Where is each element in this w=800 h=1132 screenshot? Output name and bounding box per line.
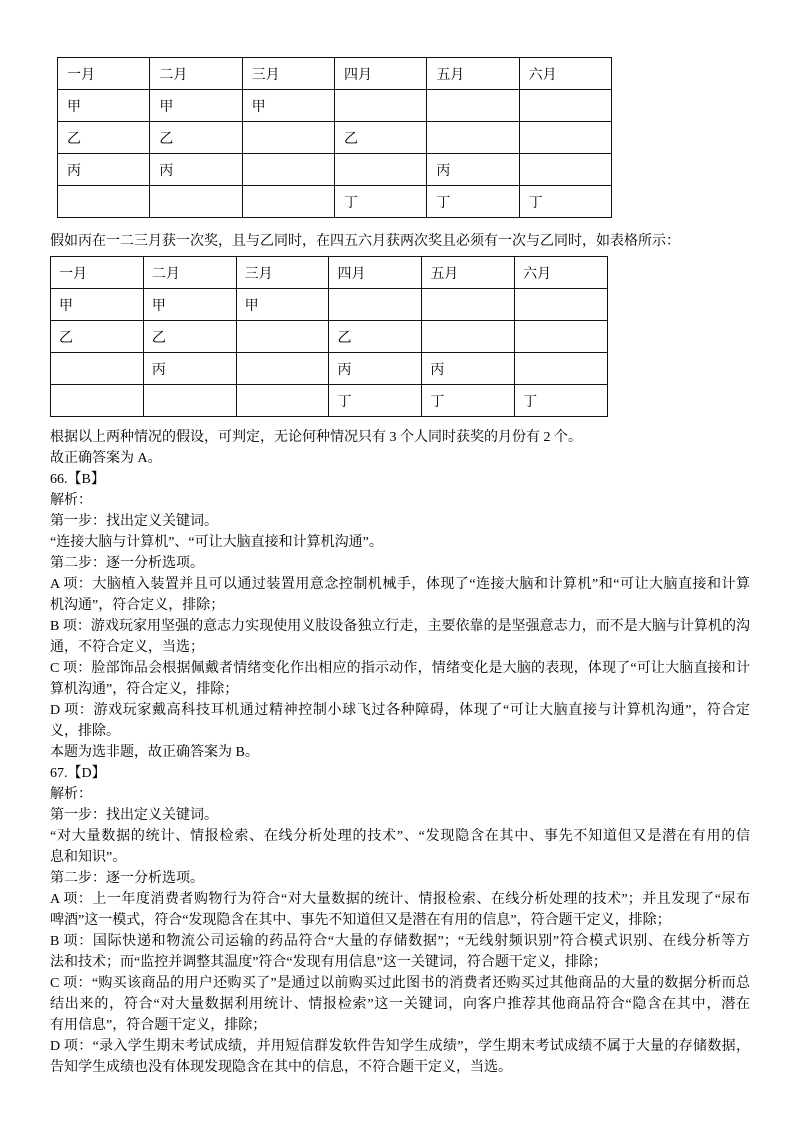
option-b-line: 通，不符合定义，当选； [50,640,204,655]
table-cell [236,321,329,353]
table-cell [519,122,611,154]
table-cell: 甲 [58,90,150,122]
table-cell: 丙 [143,353,236,385]
table-cell [422,289,515,321]
option-a-line: A 项：上一年度消费者购物行为符合“对大量数据的统计、情报检索、在线分析处理的技术”；并且发现了“尿布 [50,892,750,907]
table-cell [427,90,519,122]
header-cell-jun: 六月 [515,257,608,289]
table-header-row [58,58,612,90]
header-cell-mar: 三月 [242,58,334,90]
table-cell [242,154,334,186]
option-d-line: D 项：游戏玩家戴高科技耳机通过精神控制小球飞过各种障碍，体现了“可让大脑直接与计算机沟通”，符合定 [50,703,750,718]
header-cell-jan: 一月 [51,257,144,289]
table-cell: 丁 [515,385,608,417]
header-cell-apr: 四月 [329,257,422,289]
option-b-line: B 项：游戏玩家用坚强的意志力实现使用义肢设备独立行走，主要依靠的是坚强意志力，而不是大脑与计算机的沟 [50,619,750,634]
table-cell [51,385,144,417]
option-d-line: D 项：“录入学生期末考试成绩，并用短信群发软件告知学生成绩”，学生期末考试成绩不属于大量的存储数据， [50,1039,750,1054]
table-cell [334,154,426,186]
table-header-row [51,257,608,289]
keywords-line: “连接大脑与计算机”、“可让大脑直接和计算机沟通”。 [50,535,383,550]
header-cell-mar: 三月 [236,257,329,289]
option-d-line: 义，排除。 [50,724,120,739]
table-cell [51,353,144,385]
table-row [51,385,608,417]
header-cell-may: 五月 [427,58,519,90]
table-cell: 乙 [143,321,236,353]
table-cell: 甲 [242,90,334,122]
table-cell [519,90,611,122]
option-b-line: B 项：国际快递和物流公司运输的药品符合“大量的存储数据”；“无线射频识别”符合模式识别、在线分析等方 [50,934,750,949]
table-cell: 丁 [519,186,611,218]
question-heading: 66.【B】 [50,472,105,487]
table-cell [515,289,608,321]
option-d-line: 告知学生成绩也没有体现发现隐含在其中的信息，不符合题干定义，当选。 [50,1060,512,1075]
step-one-line: 第一步：找出定义关键词。 [50,808,218,823]
table-cell [58,186,150,218]
table-cell: 丁 [422,385,515,417]
option-b-line: 法和技术；而“监控并调整其温度”符合“发现有用信息”这一关键词，符合题干定义，排除； [50,955,607,970]
option-c-line: C 项：“购买该商品的用户还购买了”是通过以前购买过此图书的消费者还购买过其他商品的大量的数据分析而总 [50,976,750,991]
table-cell: 乙 [58,122,150,154]
solution-text [50,427,750,1078]
question-heading: 67.【D】 [50,766,106,781]
step-two-line: 第二步：逐一分析选项。 [50,871,204,886]
table-cell: 甲 [143,289,236,321]
award-table-2 [50,256,608,417]
option-a-line: 啤酒”这一模式，符合“发现隐含在其中、事先不知道但又是潜在有用的信息”，符合题干定义，排除； [50,913,671,928]
option-c-line: C 项：脸部饰品会根据佩戴者情绪变化作出相应的指示动作，情绪变化是大脑的表现，体现了“可让大脑直接和计 [50,661,750,676]
table-cell [515,321,608,353]
table-cell [236,385,329,417]
table-cell: 丁 [427,186,519,218]
table-cell: 乙 [150,122,242,154]
table-row [51,289,608,321]
table-cell: 甲 [51,289,144,321]
question-67-solution [50,763,750,1078]
answer-line: 故正确答案为 A。 [50,451,162,466]
table-cell: 丙 [150,154,242,186]
table-row [58,186,612,218]
table-cell [427,122,519,154]
table-cell: 丁 [329,385,422,417]
scenario-intro [50,231,750,252]
option-c-line: 算机沟通”，符合定义，排除； [50,682,239,697]
table-row [58,90,612,122]
table-cell: 乙 [329,321,422,353]
table-cell [242,186,334,218]
table-cell [329,289,422,321]
table-cell [236,353,329,385]
table-cell [143,385,236,417]
table-cell: 乙 [334,122,426,154]
table-cell [519,154,611,186]
table-cell [515,353,608,385]
keywords-line: “对大量数据的统计、情报检索、在线分析处理的技术”、“发现隐含在其中、事先不知道但又是潜在有用的信 [50,829,750,844]
option-a-line: A 项：大脑植入装置并且可以通过装置用意念控制机械手，体现了“连接大脑和计算机”和“可让大脑直接和计算 [50,577,750,592]
table-cell [422,321,515,353]
header-cell-jan: 一月 [58,58,150,90]
table-cell: 甲 [150,90,242,122]
scenario-intro-line: 假如丙在一二三月获一次奖，且与乙同时，在四五六月获两次奖且必须有一次与乙同时，如表格所示： [50,234,680,249]
header-cell-may: 五月 [422,257,515,289]
final-answer-line: 本题为选非题，故正确答案为 B。 [50,745,259,760]
question-66-solution [50,469,750,763]
keywords-line: 息和知识”。 [50,850,127,865]
table-row [51,353,608,385]
option-a-line: 机沟通”，符合定义，排除； [50,598,225,613]
header-cell-apr: 四月 [334,58,426,90]
conclusion-line: 根据以上两种情况的假设，可判定，无论何种情况只有 3 个人同时获奖的月份有 2 个。 [50,430,582,445]
table-row [51,321,608,353]
table-cell: 乙 [51,321,144,353]
option-c-line: 结出来的，符合“对大量数据利用统计、情报检索”这一关键词，向客户推荐其他商品符合“隐含在其中，潜在 [50,997,750,1012]
table-row [58,122,612,154]
header-cell-jun: 六月 [519,58,611,90]
analysis-label: 解析： [50,787,92,802]
table-cell: 丙 [58,154,150,186]
table-cell: 甲 [236,289,329,321]
table-cell [150,186,242,218]
step-one-line: 第一步：找出定义关键词。 [50,514,218,529]
header-cell-feb: 二月 [143,257,236,289]
option-c-line: 有用信息”，符合题干定义，排除； [50,1018,267,1033]
step-two-line: 第二步：逐一分析选项。 [50,556,204,571]
table-cell: 丙 [422,353,515,385]
table-cell [242,122,334,154]
table-row [58,154,612,186]
table-cell [334,90,426,122]
award-table-1 [57,57,612,218]
table-cell: 丙 [427,154,519,186]
analysis-label: 解析： [50,493,92,508]
table-cell: 丙 [329,353,422,385]
table-cell: 丁 [334,186,426,218]
header-cell-feb: 二月 [150,58,242,90]
